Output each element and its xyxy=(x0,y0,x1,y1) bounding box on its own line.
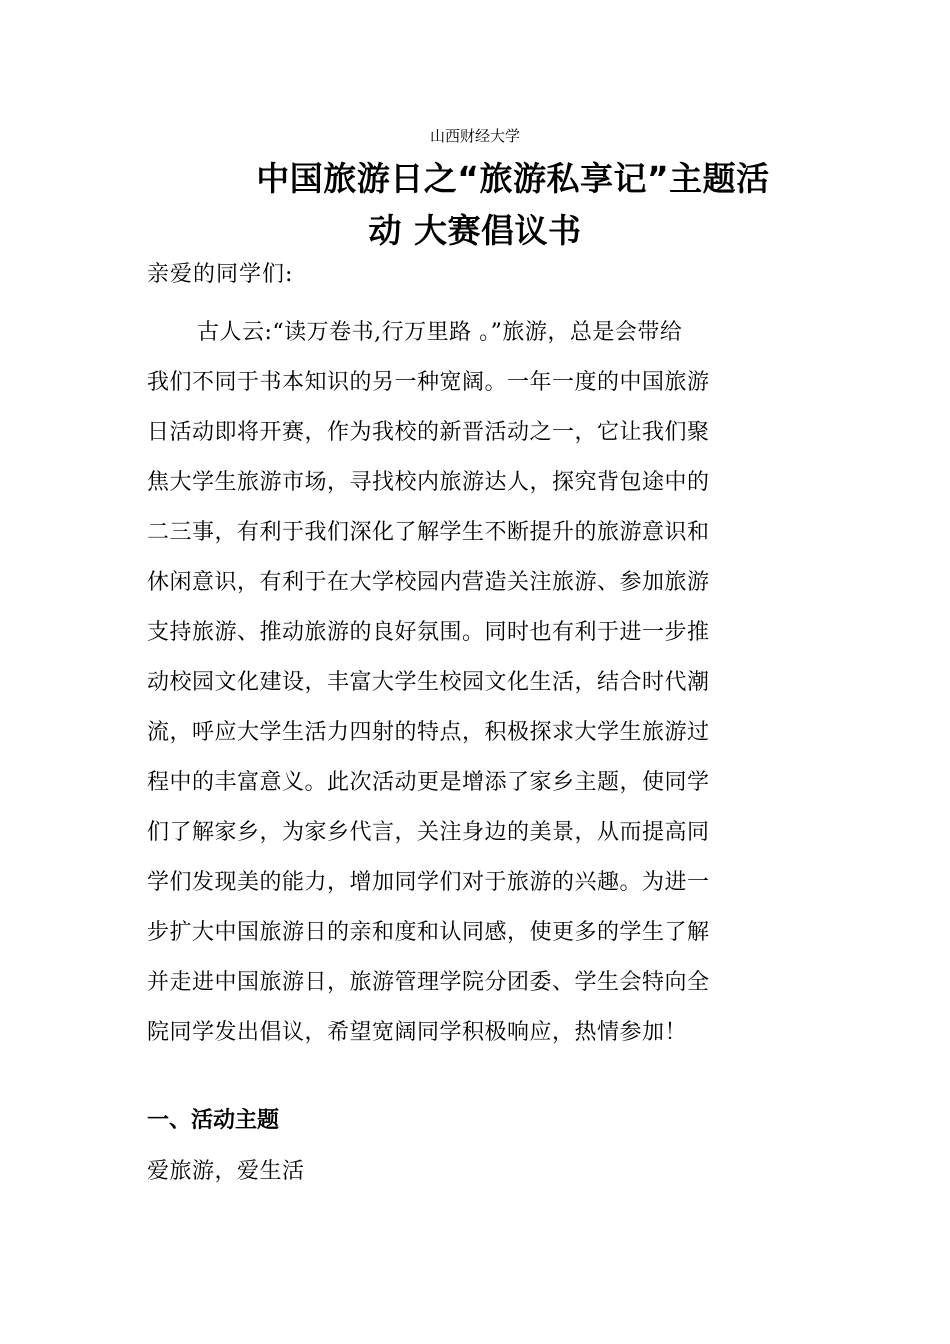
title-line-1: 中国旅游日之“旅游私享记”主题活 xyxy=(256,159,770,198)
paragraph-line: 我们不同于书本知识的另一种宽阔。一年一度的中国旅游 xyxy=(147,370,710,395)
greeting: 亲爱的同学们: xyxy=(147,262,294,287)
paragraph-line: 日活动即将开赛，作为我校的新晋活动之一，它让我们聚 xyxy=(147,420,710,445)
paragraph-line: 并走进中国旅游日，旅游管理学院分团委、学生会特向全 xyxy=(147,970,710,995)
paragraph-line: 焦大学生旅游市场，寻找校内旅游达人，探究背包途中的 xyxy=(147,470,710,495)
body-paragraph xyxy=(147,308,807,1058)
paragraph-line: 院同学发出倡议，希望宽阔同学积极响应，热情参加！ xyxy=(147,1020,688,1045)
paragraph-line: 步扩大中国旅游日的亲和度和认同感，使更多的学生了解 xyxy=(147,920,710,945)
paragraph-line: 程中的丰富意义。此次活动更是增添了家乡主题，使同学 xyxy=(147,770,710,795)
document-title xyxy=(150,153,800,257)
title-line-2: 动 大赛倡议书 xyxy=(368,211,582,250)
paragraph-line: 支持旅游、推动旅游的良好氛围。同时也有利于进一步推 xyxy=(147,620,710,645)
section-content-theme: 爱旅游，爱生活 xyxy=(147,1159,305,1184)
section-heading-theme: 一、活动主题 xyxy=(147,1108,280,1133)
paragraph-line: 动校园文化建设，丰富大学生校园文化生活，结合时代潮 xyxy=(147,670,710,695)
paragraph-line: 二三事，有利于我们深化了解学生不断提升的旅游意识和 xyxy=(147,520,710,545)
paragraph-line: 休闲意识，有利于在大学校园内营造关注旅游、参加旅游 xyxy=(147,570,710,595)
university-header: 山西财经大学 xyxy=(429,128,520,145)
paragraph-line: 流，呼应大学生活力四射的特点，积极探求大学生旅游过 xyxy=(147,720,710,745)
paragraph-line: 古人云:“读万卷书,行万里路 。”旅游，总是会带给 xyxy=(197,320,683,345)
paragraph-line: 们了解家乡，为家乡代言，关注身边的美景，从而提高同 xyxy=(147,820,710,845)
paragraph-line: 学们发现美的能力，增加同学们对于旅游的兴趣。为进一 xyxy=(147,870,710,895)
